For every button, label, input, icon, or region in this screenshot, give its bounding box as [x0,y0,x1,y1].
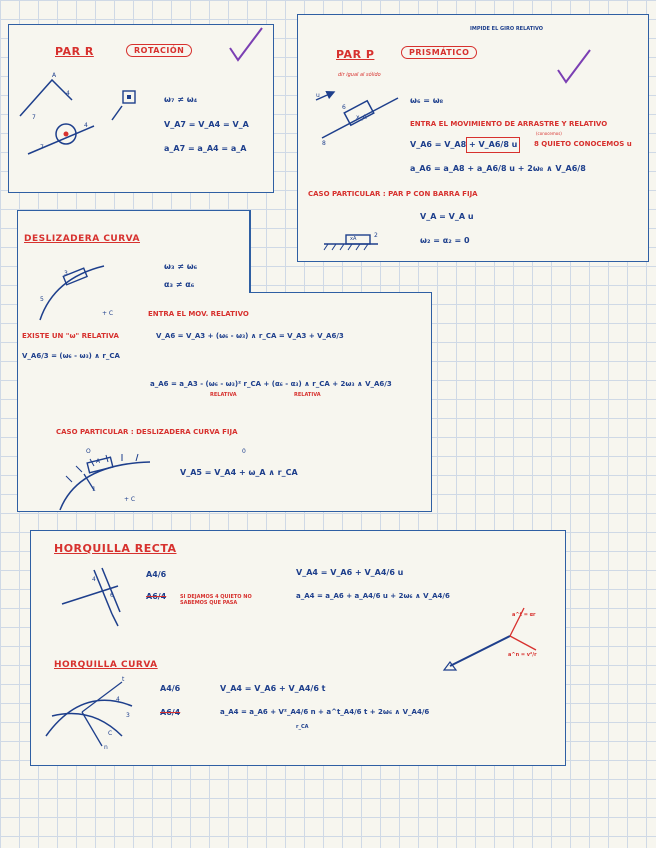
deslizadera-eq-alpha: α₃ ≠ α₆ [164,280,195,289]
par-p-top-note: IMPIDE EL GIRO RELATIVO [470,26,544,32]
deslizadera-eq-velocity: V_A6 = V_A3 + (ω₆ - ω₃) ∧ r_CA = V_A3 + V_A6/3 [156,332,344,340]
par-r-eq-omega: ω₇ ≠ ω₄ [164,95,198,104]
horquilla-pair-recta-struck: A6/4 [146,592,167,601]
horquilla-eq-acceleration: a_A4 = a_A6 + a_A4/6 u + 2ω₆ ∧ V_A4/6 [296,592,450,600]
label-7: 7 [32,114,36,121]
label-4d: 4 [116,696,120,703]
horquilla-pair-curva-struck: A6/4 [160,708,181,717]
deslizadera-tag-relativa-2: RELATIVA [294,392,321,398]
label-4: 4 [66,90,70,97]
label-4b: 4 [84,122,88,129]
horquilla-pair-recta: A4/6 [146,570,167,579]
par-r-eq-velocity: V_A7 = V_A4 = V_A [164,120,249,129]
rotating-bar-diagram [440,600,550,672]
horquilla-arrow-note: SI DEJAMOS 4 QUIETO NO SABEMOS QUE PASA [180,594,252,606]
label-c3: C [108,730,113,737]
label-1: 1 [92,486,96,493]
label-c2: + C [124,496,136,503]
deslizadera-box-step [249,210,251,293]
par-p-caso-particular: CASO PARTICULAR : PAR P CON BARRA FIJA [308,190,478,198]
par-p-title: PAR P [336,48,375,61]
revolute-pair-diagram [14,66,124,166]
label-6: 6 [342,104,346,111]
horquilla-recta-title: HORQUILLA RECTA [54,542,177,555]
horquilla-curva-eq-velocity: V_A4 = V_A6 + V_A4/6 t [220,684,326,693]
par-p-eq-va: V_A = V_A u [420,212,474,221]
deslizadera-line-entra: ENTRA EL MOV. RELATIVO [148,310,249,318]
label-5: 5 [40,296,44,303]
horquilla-eq-velocity: V_A4 = V_A6 + V_A4/6 u [296,568,404,577]
par-p-subtitle: PRISMÁTICO [401,46,477,59]
deslizadera-line-existe: EXISTE UN "ω" RELATIVA [22,332,119,340]
par-p-line-entra: ENTRA EL MOVIMIENTO DE ARRASTRE Y RELATIVO [410,120,608,128]
label-7b: 7 [40,144,44,151]
label-4c: 4 [92,576,96,583]
label-c1: + C [102,310,114,317]
par-p-eq-acceleration: a_A6 = a_A8 + a_A6/8 u + 2ω₈ ∧ V_A6/8 [410,164,586,173]
deslizadera-eq-omega: ω₃ ≠ ω₆ [164,262,198,271]
label-u: u [316,92,320,99]
par-p-eq-omega-zero: ω₂ = α₂ = 0 [420,236,470,245]
normal-accel-label: a^n = v²/r [508,652,537,658]
par-p-eq-velocity-note: 8 QUIETO CONOCEMOS u [534,140,632,148]
par-r-eq-acceleration: a_A7 = a_A4 = a_A [164,144,247,153]
label-2: 2 [374,232,378,239]
label-8: 8 [322,140,326,147]
deslizadera-title: DESLIZADERA CURVA [24,234,140,244]
label-o: O [86,448,91,455]
deslizadera-eq-acceleration: a_A6 = a_A3 - (ω₆ - ω₃)² r_CA + (α₆ - α₃) ∧ r_CA + 2ω₃ ∧ V_A6/3 [150,380,392,388]
fixed-bar-diagram [322,230,382,254]
deslizadera-caso-particular: CASO PARTICULAR : DESLIZADERA CURVA FIJA [56,428,238,436]
par-r-title: PAR R [55,45,94,58]
label-0: 0 [242,448,246,455]
horquilla-curva-denominator: r_CA [296,724,309,730]
relative-velocity-highlight [466,137,520,153]
par-p-eq-omega: ω₆ = ω₈ [410,96,444,105]
curved-fork-diagram [42,676,132,756]
horquilla-curva-title: HORQUILLA CURVA [54,660,158,670]
label-xa: x_A [356,114,367,121]
label-n: n [104,744,108,751]
par-p-rel-note: (conocemos) [536,131,562,136]
label-t: t [122,676,125,683]
checkmark-icon [556,48,596,88]
deslizadera-eq-vrel: V_A6/3 = (ω₆ - ω₃) ∧ r_CA [22,352,120,360]
fixed-curved-slider-diagram [54,450,164,514]
label-a3: A [96,458,101,465]
label-3: 3 [64,270,68,277]
curved-slider-diagram [34,258,134,328]
deslizadera-eq-fixed: V_A5 = V_A4 + ω_A ∧ r_CA [180,468,298,477]
pin-square-icon [122,90,136,104]
label-3b: 3 [126,712,130,719]
deslizadera-box-right [249,292,432,512]
par-r-subtitle: ROTACIÓN [126,44,192,57]
deslizadera-tag-relativa-1: RELATIVA [210,392,237,398]
tangential-accel-label: a^t = αr [512,612,536,618]
par-p-side-note: dir igual al sólido [338,72,381,78]
horquilla-pair-curva: A4/6 [160,684,181,693]
horquilla-curva-eq-acceleration: a_A4 = a_A6 + V²_A4/6 n + a^t_A4/6 t + 2ω₆ ∧ V_A4/6 [220,708,430,716]
label-xa-bar: xA [350,236,357,242]
par-p-eq-velocity: V_A6 = V_A8 + V_A6/8 u [410,140,518,149]
label-a: A [52,72,57,79]
label-6b: 6 [110,592,114,599]
checkmark-icon [228,26,268,66]
